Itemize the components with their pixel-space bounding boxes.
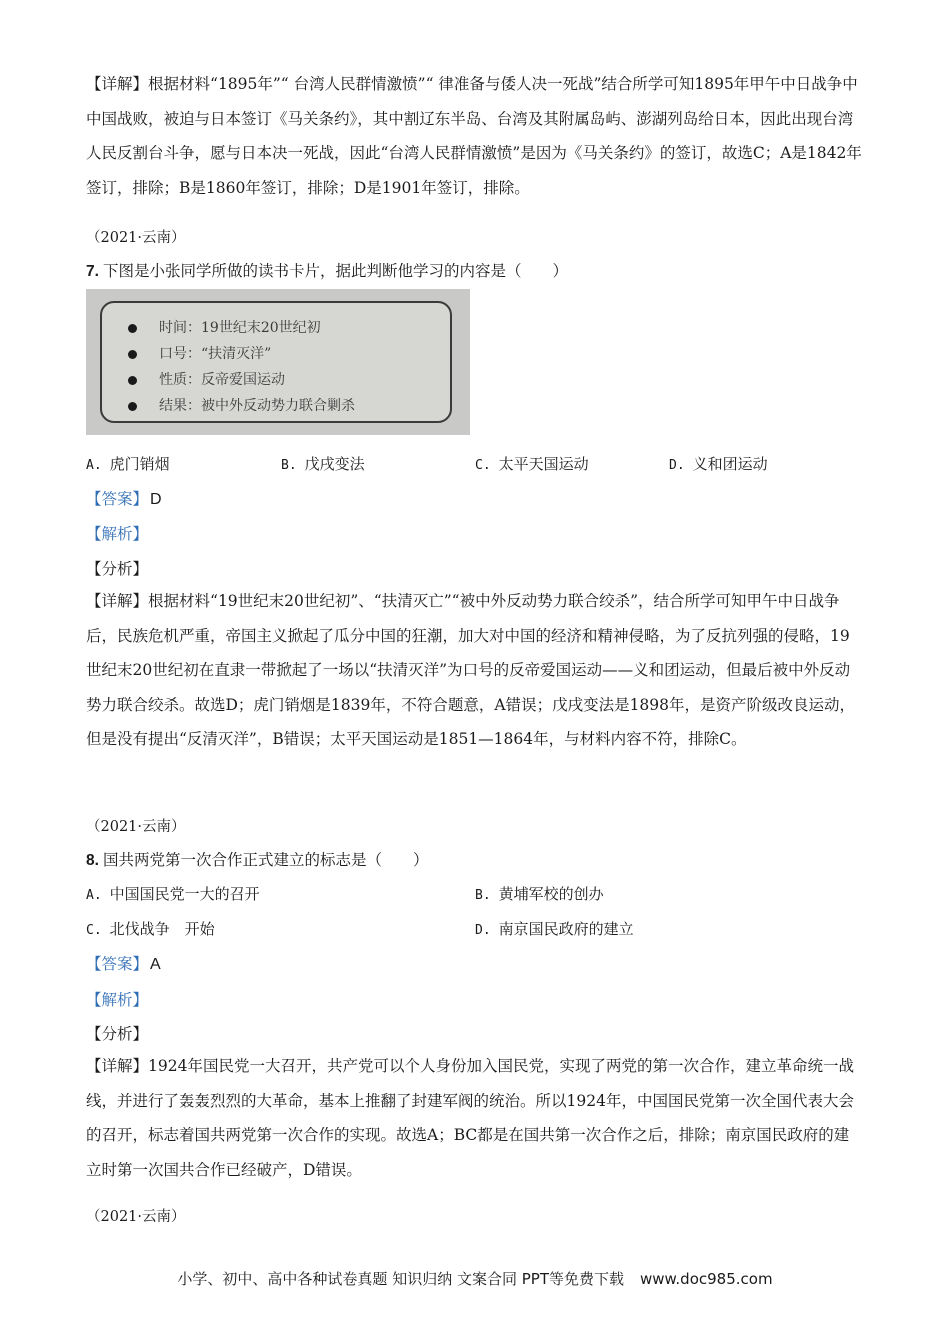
q7-detail <box>86 584 864 757</box>
option-text: 黄埔军校的创办 <box>498 885 604 903</box>
card-item-result <box>128 395 355 415</box>
q8-source: （2021·云南） <box>86 819 186 835</box>
q8-option-a <box>86 883 260 904</box>
option-text: 义和团运动 <box>692 455 768 473</box>
q7-option-b <box>281 453 365 474</box>
option-text: 北伐战争 开始 <box>109 920 215 938</box>
footer-text: 小学、初中、高中各种试卷真题 知识归纳 文案合同 PPT等免费下载 <box>177 1270 624 1288</box>
q7-option-d <box>669 453 768 474</box>
footer-url[interactable]: www.doc985.com <box>639 1270 773 1288</box>
q6-detail <box>86 67 864 205</box>
reading-card-photo <box>86 289 470 435</box>
page-footer <box>0 1268 950 1289</box>
bullet-icon <box>128 324 137 333</box>
option-letter: A. <box>86 888 102 903</box>
q7-fenxi-tag: 【分析】 <box>86 560 149 578</box>
answer-value: A <box>150 956 161 973</box>
card-item-time <box>128 317 321 337</box>
bullet-icon <box>128 350 137 359</box>
answer-value: D <box>150 491 162 508</box>
q7-stem <box>86 259 568 281</box>
next-question-source: （2021·云南） <box>86 1209 186 1225</box>
q7-option-c <box>475 453 589 474</box>
q8-fenxi-tag: 【分析】 <box>86 1025 149 1043</box>
detail-tag: 【详解】 <box>86 1057 149 1075</box>
option-text: 南京国民政府的建立 <box>498 920 634 938</box>
q7-option-a <box>86 453 170 474</box>
card-item-text: 结果：被中外反动势力联合剿杀 <box>159 398 355 414</box>
option-text: 戊戌变法 <box>304 455 365 473</box>
q8-answer <box>86 952 161 974</box>
q8-option-d <box>475 918 634 939</box>
q8-detail-text: 1924年国民党一大召开，共产党可以个人身份加入国民党，实现了两党的第一次合作，建立革命统一战线，并进行了轰轰烈烈的大革命，基本上推翻了封建军阀的统治。所以1924年，中国国民党第一次全国代表大会的召开，标志着国共两党第一次合作的实现。故选A；BC都是在国共第一次合作之后，排除；南京国民政府的建立时第一次国共合作已经破产，D错误。 <box>86 1057 854 1179</box>
q7-stem-text: 下图是小张同学所做的读书卡片，据此判断他学习的内容是（ ） <box>102 262 568 280</box>
q8-number: 8. <box>86 852 99 869</box>
q6-detail-text: 根据材料“1895年”“ 台湾人民群情激愤”“ 律准备与倭人决一死战”结合所学可知1895年甲午中日战争中中国战败，被迫与日本签订《马关条约》，其中割辽东半岛、台湾及其附属岛屿、澎湖列岛给日本，因此出现台湾人民反割台斗争，愿与日本决一死战，因此“台湾人民群情激愤”是因为《马关条约》的签订，故选C；A是1842年签订，排除；B是1860年签订，排除；D是1901年签订，排除。 <box>86 75 862 197</box>
option-letter: D. <box>475 923 491 938</box>
card-item-text: 口号：“扶清灭洋” <box>159 346 272 362</box>
card-item-slogan <box>128 343 271 363</box>
detail-tag: 【详解】 <box>86 75 149 93</box>
bullet-icon <box>128 376 137 385</box>
answer-tag: 【答案】 <box>86 490 149 508</box>
q8-detail <box>86 1049 864 1187</box>
q8-option-b <box>475 883 604 904</box>
detail-tag: 【详解】 <box>86 592 149 610</box>
q7-analysis-tag: 【解析】 <box>86 525 149 543</box>
card-item-text: 时间：19世纪末20世纪初 <box>159 320 321 336</box>
option-letter: D. <box>669 458 685 473</box>
option-text: 中国国民党一大的召开 <box>109 885 260 903</box>
option-text: 太平天国运动 <box>498 455 589 473</box>
card-item-text: 性质：反帝爱国运动 <box>159 372 285 388</box>
q8-option-c <box>86 918 215 939</box>
q8-stem <box>86 848 428 870</box>
q7-source: （2021·云南） <box>86 230 186 246</box>
q7-number: 7. <box>86 263 99 280</box>
q8-analysis-tag: 【解析】 <box>86 991 149 1009</box>
q7-detail-text: 根据材料“19世纪末20世纪初”、“扶清灭亡”“被中外反动势力联合绞杀”，结合所学可知甲午中日战争后，民族危机严重，帝国主义掀起了瓜分中国的狂潮，加大对中国的经济和精神侵略，为了反抗列强的侵略，19世纪末20世纪初在直隶一带掀起了一场以“扶清灭洋”为口号的反帝爱国运动——义和团运动，但最后被中外反动势力联合绞杀。故选D；虎门销烟是1839年，不符合题意，A错误；戊戌变法是1898年，是资产阶级改良运动，但是没有提出“反清灭洋”，B错误；太平天国运动是1851—1864年，与材料内容不符，排除C。 <box>86 592 856 748</box>
q8-stem-text: 国共两党第一次合作正式建立的标志是（ ） <box>102 851 429 869</box>
option-letter: B. <box>281 458 297 473</box>
bullet-icon <box>128 402 137 411</box>
option-letter: A. <box>86 458 102 473</box>
q7-answer <box>86 487 162 509</box>
answer-tag: 【答案】 <box>86 955 149 973</box>
option-letter: C. <box>86 923 102 938</box>
option-letter: B. <box>475 888 491 903</box>
option-letter: C. <box>475 458 491 473</box>
card-item-nature <box>128 369 285 389</box>
option-text: 虎门销烟 <box>109 455 170 473</box>
reading-card <box>100 301 452 423</box>
